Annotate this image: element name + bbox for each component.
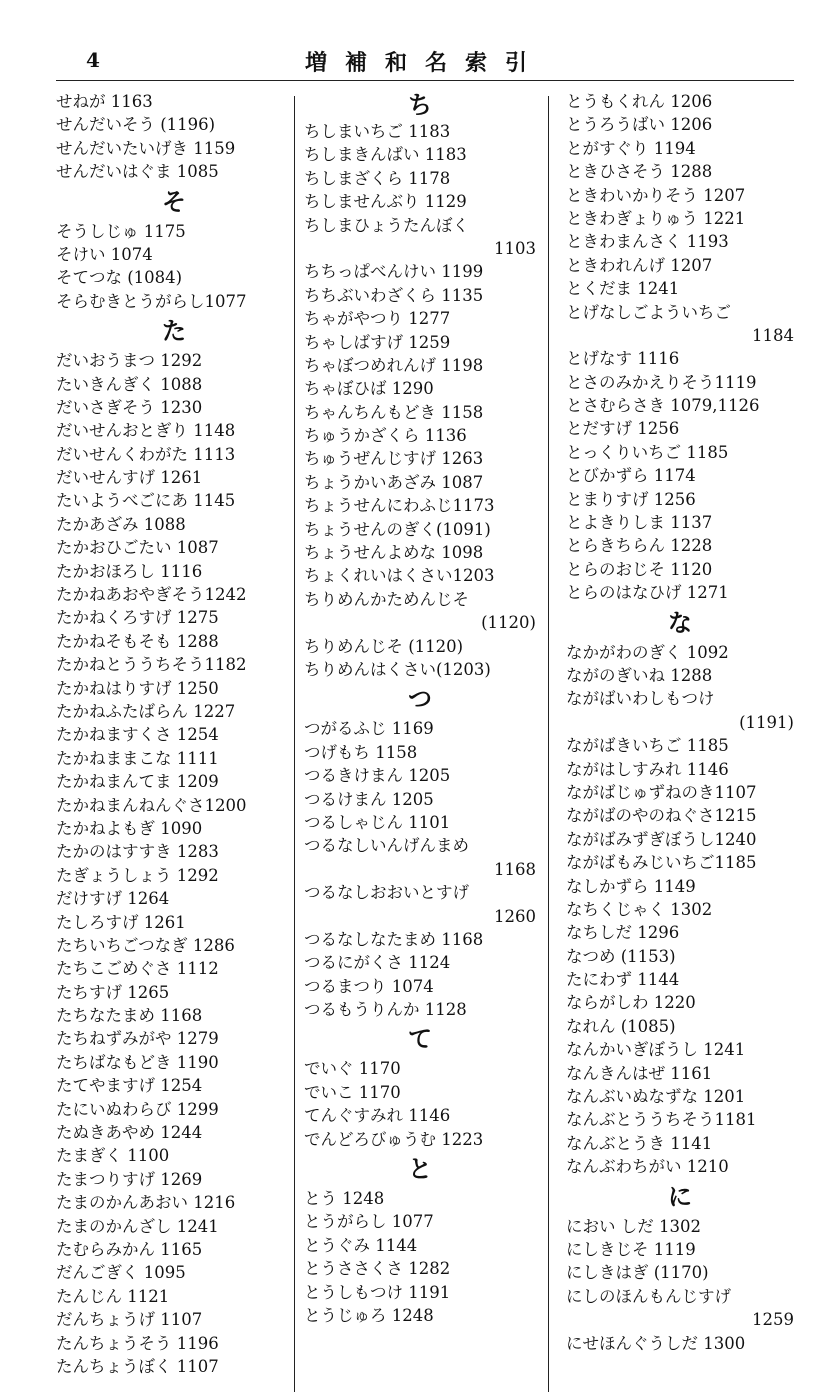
kana-section-heading: て bbox=[408, 1024, 432, 1054]
index-entry: なちくじゃく 1302 bbox=[566, 899, 713, 919]
index-entry: なんぶとううちそう1181 bbox=[566, 1110, 757, 1130]
index-entry: なんきんはぜ 1161 bbox=[566, 1063, 713, 1083]
index-entry: たいきんぎく 1088 bbox=[56, 374, 203, 394]
kana-section-heading: と bbox=[408, 1154, 432, 1184]
index-entry: たかねままこな 1111 bbox=[56, 748, 219, 768]
index-entry: でんどろびゅうむ 1223 bbox=[304, 1129, 484, 1149]
index-entry: ちょうせんよめな 1098 bbox=[304, 543, 484, 563]
index-entry: たかねよもぎ 1090 bbox=[56, 818, 203, 838]
index-entry: なしかずら 1149 bbox=[566, 876, 696, 896]
index-entry: とがすぐり 1194 bbox=[566, 138, 696, 158]
index-entry: でいこ 1170 bbox=[304, 1082, 401, 1102]
index-entry: ながばじゅずねのき1107 bbox=[566, 782, 757, 802]
index-entry: にしきじそ 1119 bbox=[566, 1239, 696, 1259]
index-entry: たかねくろすげ 1275 bbox=[56, 608, 219, 628]
index-entry: たかあざみ 1088 bbox=[56, 514, 186, 534]
index-entry: ときわまんさく 1193 bbox=[566, 232, 729, 252]
index-entry: ながばもみじいちご1185 bbox=[566, 853, 757, 873]
index-entry: とよきりしま 1137 bbox=[566, 513, 713, 533]
index-entry: なちしだ 1296 bbox=[566, 923, 680, 943]
index-entry-continuation: 1168 bbox=[494, 859, 536, 879]
kana-section-heading: そ bbox=[162, 186, 186, 216]
index-entry: たちいちごつなぎ 1286 bbox=[56, 935, 235, 955]
index-entry: たにいぬわらび 1299 bbox=[56, 1099, 219, 1119]
index-column-1 bbox=[56, 90, 292, 1378]
index-entry: ちゃんちんもどき 1158 bbox=[304, 402, 484, 422]
index-entry: たにわず 1144 bbox=[566, 970, 680, 990]
index-entry: ちょうかいあざみ 1087 bbox=[304, 472, 484, 492]
index-entry: たまのかんざし 1241 bbox=[56, 1216, 219, 1236]
index-entry: なんぶいぬなずな 1201 bbox=[566, 1087, 746, 1107]
index-entry: つるなしなたまめ 1168 bbox=[304, 929, 484, 949]
index-entry: とうじゅろ 1248 bbox=[304, 1305, 434, 1325]
kana-section-heading: な bbox=[668, 607, 692, 637]
kana-section-heading: に bbox=[668, 1181, 692, 1211]
index-entry: たかねまんてま 1209 bbox=[56, 772, 219, 792]
index-entry: たかのはすすき 1283 bbox=[56, 842, 219, 862]
index-entry: つるけまん 1205 bbox=[304, 789, 434, 809]
index-entry: たまぎく 1100 bbox=[56, 1146, 170, 1166]
index-entry: なつめ (1153) bbox=[566, 946, 676, 966]
index-entry: ちょうせんのぎく(1091) bbox=[304, 519, 491, 539]
index-entry: たちばなもどき 1190 bbox=[56, 1052, 219, 1072]
index-entry: なかがわのぎく 1092 bbox=[566, 642, 729, 662]
index-entry: ときひさそう 1288 bbox=[566, 162, 713, 182]
index-entry: とっくりいちご 1185 bbox=[566, 442, 729, 462]
index-entry: だけすげ 1264 bbox=[56, 889, 170, 909]
index-entry: でいぐ 1170 bbox=[304, 1059, 401, 1079]
index-entry: たちすげ 1265 bbox=[56, 982, 170, 1002]
index-entry: たぎょうしょう 1292 bbox=[56, 865, 219, 885]
index-entry: ながのぎいね 1288 bbox=[566, 665, 713, 685]
index-entry: たてやますげ 1254 bbox=[56, 1076, 203, 1096]
index-entry: とだすげ 1256 bbox=[566, 419, 680, 439]
index-entry: ちゅうかざくら 1136 bbox=[304, 426, 467, 446]
index-entry: たいようべごにあ 1145 bbox=[56, 491, 236, 511]
index-entry: だんちょうげ 1107 bbox=[56, 1310, 203, 1330]
index-entry: たんちょうそう 1196 bbox=[56, 1333, 219, 1353]
page-number: 4 bbox=[86, 48, 100, 72]
index-entry: たぬきあやめ 1244 bbox=[56, 1123, 203, 1143]
index-entry: だいおうまつ 1292 bbox=[56, 351, 203, 371]
index-entry: だいせんすげ 1261 bbox=[56, 468, 203, 488]
index-entry-continuation: 1103 bbox=[494, 238, 536, 258]
index-entry: ちしませんぶり 1129 bbox=[304, 192, 467, 212]
index-entry: ちしまきんばい 1183 bbox=[304, 145, 467, 165]
index-entry: たまのかんあおい 1216 bbox=[56, 1193, 236, 1213]
index-entry-continuation: 1259 bbox=[752, 1310, 794, 1330]
index-entry: ながはしすみれ 1146 bbox=[566, 759, 729, 779]
index-entry: とうもくれん 1206 bbox=[566, 92, 713, 111]
index-entry: とらのおじそ 1120 bbox=[566, 559, 713, 579]
index-column-2 bbox=[304, 90, 536, 1327]
index-entry: たかねふたばらん 1227 bbox=[56, 701, 236, 721]
index-entry: たしろすげ 1261 bbox=[56, 912, 186, 932]
index-entry: なんぶわちがい 1210 bbox=[566, 1157, 729, 1177]
index-entry: とうがらし 1077 bbox=[304, 1212, 434, 1232]
index-entry: とまりすげ 1256 bbox=[566, 489, 696, 509]
index-entry: たかねとううちそう1182 bbox=[56, 655, 247, 675]
index-entry: ながばのやのねぐさ1215 bbox=[566, 806, 757, 826]
index-entry: つがるふじ 1169 bbox=[304, 719, 434, 739]
index-entry: たかねはりすげ 1250 bbox=[56, 678, 219, 698]
index-entry: ちゃしばすげ 1259 bbox=[304, 332, 451, 352]
index-entry: たかおひごたい 1087 bbox=[56, 538, 219, 558]
index-entry: ちちっぱべんけい 1199 bbox=[304, 262, 484, 282]
index-entry: とらのはなひげ 1271 bbox=[566, 583, 729, 603]
index-column-3 bbox=[566, 90, 794, 1355]
index-entry: とげなしごよういちご bbox=[566, 302, 731, 322]
index-entry: ちしまざくら 1178 bbox=[304, 168, 451, 188]
index-entry: たかねあおやぎそう1242 bbox=[56, 585, 247, 605]
index-entry: ちりめんかためんじそ bbox=[304, 589, 469, 609]
index-entry: たかねそもそも 1288 bbox=[56, 631, 219, 651]
index-entry: ちゅうぜんじすげ 1263 bbox=[304, 449, 484, 469]
index-entry: たかねまんねんぐさ1200 bbox=[56, 795, 247, 815]
index-entry: とらきちらん 1228 bbox=[566, 536, 713, 556]
index-entry-continuation: (1120) bbox=[481, 613, 536, 633]
index-entry: ちょくれいはくさい1203 bbox=[304, 566, 495, 586]
index-entry: ときわぎょりゅう 1221 bbox=[566, 208, 746, 228]
index-entry: にせほんぐうしだ 1300 bbox=[566, 1333, 746, 1353]
index-entry-continuation: (1191) bbox=[739, 712, 794, 732]
index-entry: せんだいはぐま 1085 bbox=[56, 162, 219, 182]
index-entry: ちりめんはくさい(1203) bbox=[304, 659, 491, 679]
index-entry: つるきけまん 1205 bbox=[304, 766, 451, 786]
index-entry: だいさぎそう 1230 bbox=[56, 397, 203, 417]
index-entry: とくだま 1241 bbox=[566, 279, 680, 299]
index-entry: とげなす 1116 bbox=[566, 349, 680, 369]
index-entry: つるまつり 1074 bbox=[304, 976, 434, 996]
index-entry: たまつりすげ 1269 bbox=[56, 1169, 203, 1189]
index-entry: つるなしおおいとすげ bbox=[304, 883, 469, 903]
index-entry: そけい 1074 bbox=[56, 244, 153, 264]
column-divider bbox=[548, 96, 549, 1392]
index-entry: ながばいわしもつけ bbox=[566, 689, 715, 709]
index-entry: ちゃぼひば 1290 bbox=[304, 379, 434, 399]
index-entry: とびかずら 1174 bbox=[566, 466, 696, 486]
index-entry: せんだいそう (1196) bbox=[56, 115, 216, 135]
index-entry: ちしまいちご 1183 bbox=[304, 122, 451, 141]
index-entry: におい しだ 1302 bbox=[566, 1216, 701, 1236]
kana-section-heading: つ bbox=[408, 684, 432, 714]
index-entry: ならがしわ 1220 bbox=[566, 993, 696, 1013]
index-entry: せんだいたいげき 1159 bbox=[56, 138, 236, 158]
index-entry: たちねずみがや 1279 bbox=[56, 1029, 219, 1049]
index-entry: そうしじゅ 1175 bbox=[56, 221, 186, 241]
index-entry: にしきはぎ (1170) bbox=[566, 1263, 709, 1283]
index-entry: とさむらさき 1079,1126 bbox=[566, 396, 760, 416]
index-entry: とうろうばい 1206 bbox=[566, 115, 713, 135]
kana-section-heading: た bbox=[162, 316, 186, 346]
kana-section-heading: ち bbox=[408, 90, 432, 119]
page-header bbox=[56, 44, 794, 81]
index-entry: ちしまひょうたんぼく bbox=[304, 215, 469, 235]
index-entry: たかおほろし 1116 bbox=[56, 561, 203, 581]
index-entry: つるにがくさ 1124 bbox=[304, 953, 451, 973]
index-entry: ちゃがやつり 1277 bbox=[304, 309, 451, 329]
index-entry: ときわれんげ 1207 bbox=[566, 255, 713, 275]
index-entry: とさのみかえりそう1119 bbox=[566, 372, 757, 392]
index-entry: とうささくさ 1282 bbox=[304, 1259, 451, 1279]
index-entry: たちこごめぐさ 1112 bbox=[56, 959, 219, 979]
index-entry: ちょうせんにわふじ1173 bbox=[304, 496, 495, 516]
index-entry-continuation: 1184 bbox=[752, 325, 794, 345]
index-entry: なんぶとうき 1141 bbox=[566, 1133, 713, 1153]
index-entry: たんちょうぼく 1107 bbox=[56, 1356, 219, 1376]
index-entry: だいせんおとぎり 1148 bbox=[56, 421, 236, 441]
index-entry: とう 1248 bbox=[304, 1189, 385, 1209]
index-entry: たんじん 1121 bbox=[56, 1286, 170, 1306]
index-entry: とうしもつけ 1191 bbox=[304, 1282, 451, 1302]
index-entry: にしのほんもんじすげ bbox=[566, 1286, 731, 1306]
index-entry: たちなたまめ 1168 bbox=[56, 1006, 203, 1026]
index-entry: たかねますくさ 1254 bbox=[56, 725, 219, 745]
index-entry: つるしゃじん 1101 bbox=[304, 812, 451, 832]
index-entry-continuation: 1260 bbox=[494, 906, 536, 926]
index-entry: たむらみかん 1165 bbox=[56, 1239, 203, 1259]
index-entry: つるなしいんげんまめ bbox=[304, 836, 469, 856]
index-entry: とうぐみ 1144 bbox=[304, 1235, 418, 1255]
index-entry: ちちぶいわざくら 1135 bbox=[304, 285, 484, 305]
index-entry: つるもうりんか 1128 bbox=[304, 1000, 467, 1020]
index-entry: なれん (1085) bbox=[566, 1016, 676, 1036]
index-entry: てんぐすみれ 1146 bbox=[304, 1106, 451, 1126]
index-entry: なんかいぎぼうし 1241 bbox=[566, 1040, 746, 1060]
page-title: 増補和名索引 bbox=[304, 50, 545, 76]
index-entry: そらむきとうがらし1077 bbox=[56, 291, 247, 311]
index-entry: つげもち 1158 bbox=[304, 742, 418, 762]
column-divider bbox=[294, 96, 295, 1392]
index-entry: ちりめんじそ (1120) bbox=[304, 636, 464, 656]
index-entry: だいせんくわがた 1113 bbox=[56, 444, 236, 464]
index-entry: そてつな (1084) bbox=[56, 268, 183, 288]
index-entry: だんごぎく 1095 bbox=[56, 1263, 186, 1283]
index-entry: ときわいかりそう 1207 bbox=[566, 185, 746, 205]
index-entry: ちゃぼつめれんげ 1198 bbox=[304, 355, 484, 375]
index-entry: ながばきいちご 1185 bbox=[566, 736, 729, 756]
index-entry: ながばみずぎぼうし1240 bbox=[566, 829, 757, 849]
index-entry: せねが 1163 bbox=[56, 92, 153, 111]
